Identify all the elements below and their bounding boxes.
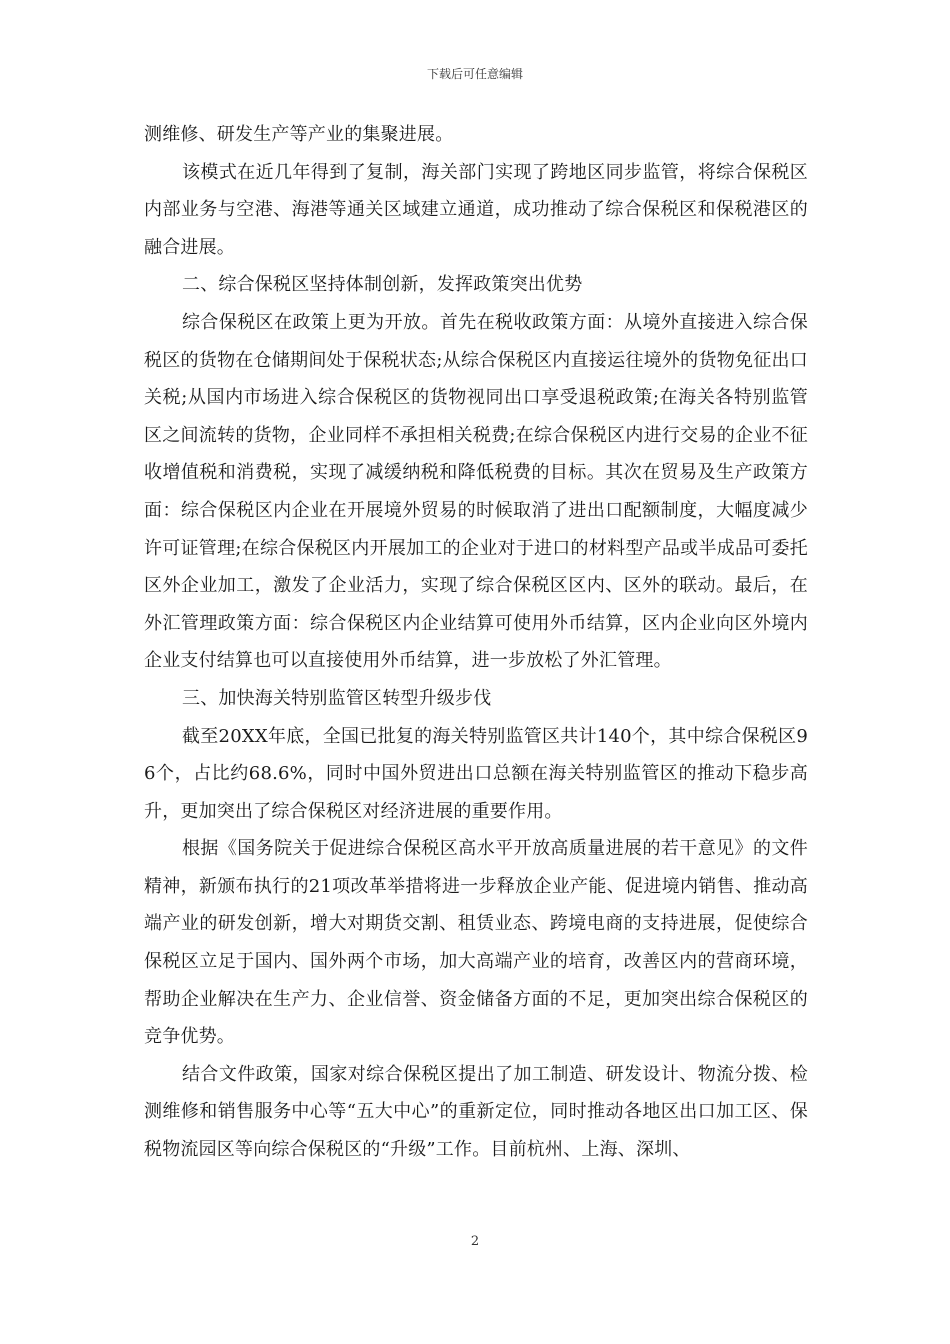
paragraph-5: 根据《国务院关于促进综合保税区高水平开放高质量进展的若干意见》的文件精神，新颁布执行的21项改革举措将进一步释放企业产能、促进境内销售、推动高端产业的研发创新，增大对期货交割、租赁业态、跨境电商的支持进展，促使综合保税区立足于国内、国外两个市场，加大高端产业的培育，改善区内的营商环境，帮助企业解决在生产力、企业信誉、资金储备方面的不足，更加突出综合保税区的竞争优势。 bbox=[144, 838, 808, 1048]
section-heading-3: 三、加快海关特别监管区转型升级步伐 bbox=[182, 687, 492, 709]
paragraph-3: 综合保税区在政策上更为开放。首先在税收政策方面：从境外直接进入综合保税区的货物在仓储期间处于保税状态;从综合保税区内直接运往境外的货物免征出口关税;从国内市场进入综合保税区的货物视同出口享受退税政策;在海关各特别监管区之间流转的货物，企业同样不承担相关税费;在综合保税区内进行交易的企业不征收增值税和消费税，实现了减缓纳税和降低税费的目标。其次在贸易及生产政策方面：综合保税区内企业在开展境外贸易的时候取消了进出口配额制度，大幅度减少许可证管理;在综合保税区内开展加工的企业对于进口的材料型产品或半成品可委托区外企业加工，激发了企业活力，实现了综合保税区区内、区外的联动。最后，在外汇管理政策方面：综合保税区内企业结算可使用外币结算，区内企业向区外境内企业支付结算也可以直接使用外币结算，进一步放松了外汇管理。 bbox=[144, 311, 808, 672]
paragraph-1: 测维修、研发生产等产业的集聚进展。 bbox=[144, 124, 454, 145]
paragraph-2: 该模式在近几年得到了复制，海关部门实现了跨地区同步监管，将综合保税区内部业务与空港、海港等通关区域建立通道，成功推动了综合保税区和保税港区的融合进展。 bbox=[144, 161, 808, 258]
section-heading-2: 二、综合保税区坚持体制创新，发挥政策突出优势 bbox=[182, 274, 583, 296]
page-header: 下载后可任意编辑 bbox=[426, 67, 523, 81]
paragraph-6: 结合文件政策，国家对综合保税区提出了加工制造、研发设计、物流分拨、检测维修和销售服务中心等“五大中心”的重新定位，同时推动各地区出口加工区、保税物流园区等向综合保税区的“升级”工作。目前杭州、上海、深圳、 bbox=[144, 1063, 808, 1161]
page-number: 2 bbox=[470, 1234, 480, 1249]
paragraph-4: 截至20XX年底，全国已批复的海关特别监管区共计140个，其中综合保税区96个，占比约68.6%，同时中国外贸进出口总额在海关特别监管区的推动下稳步高升，更加突出了综合保税区对经济进展的重要作用。 bbox=[144, 725, 808, 822]
document-body bbox=[144, 116, 808, 1169]
